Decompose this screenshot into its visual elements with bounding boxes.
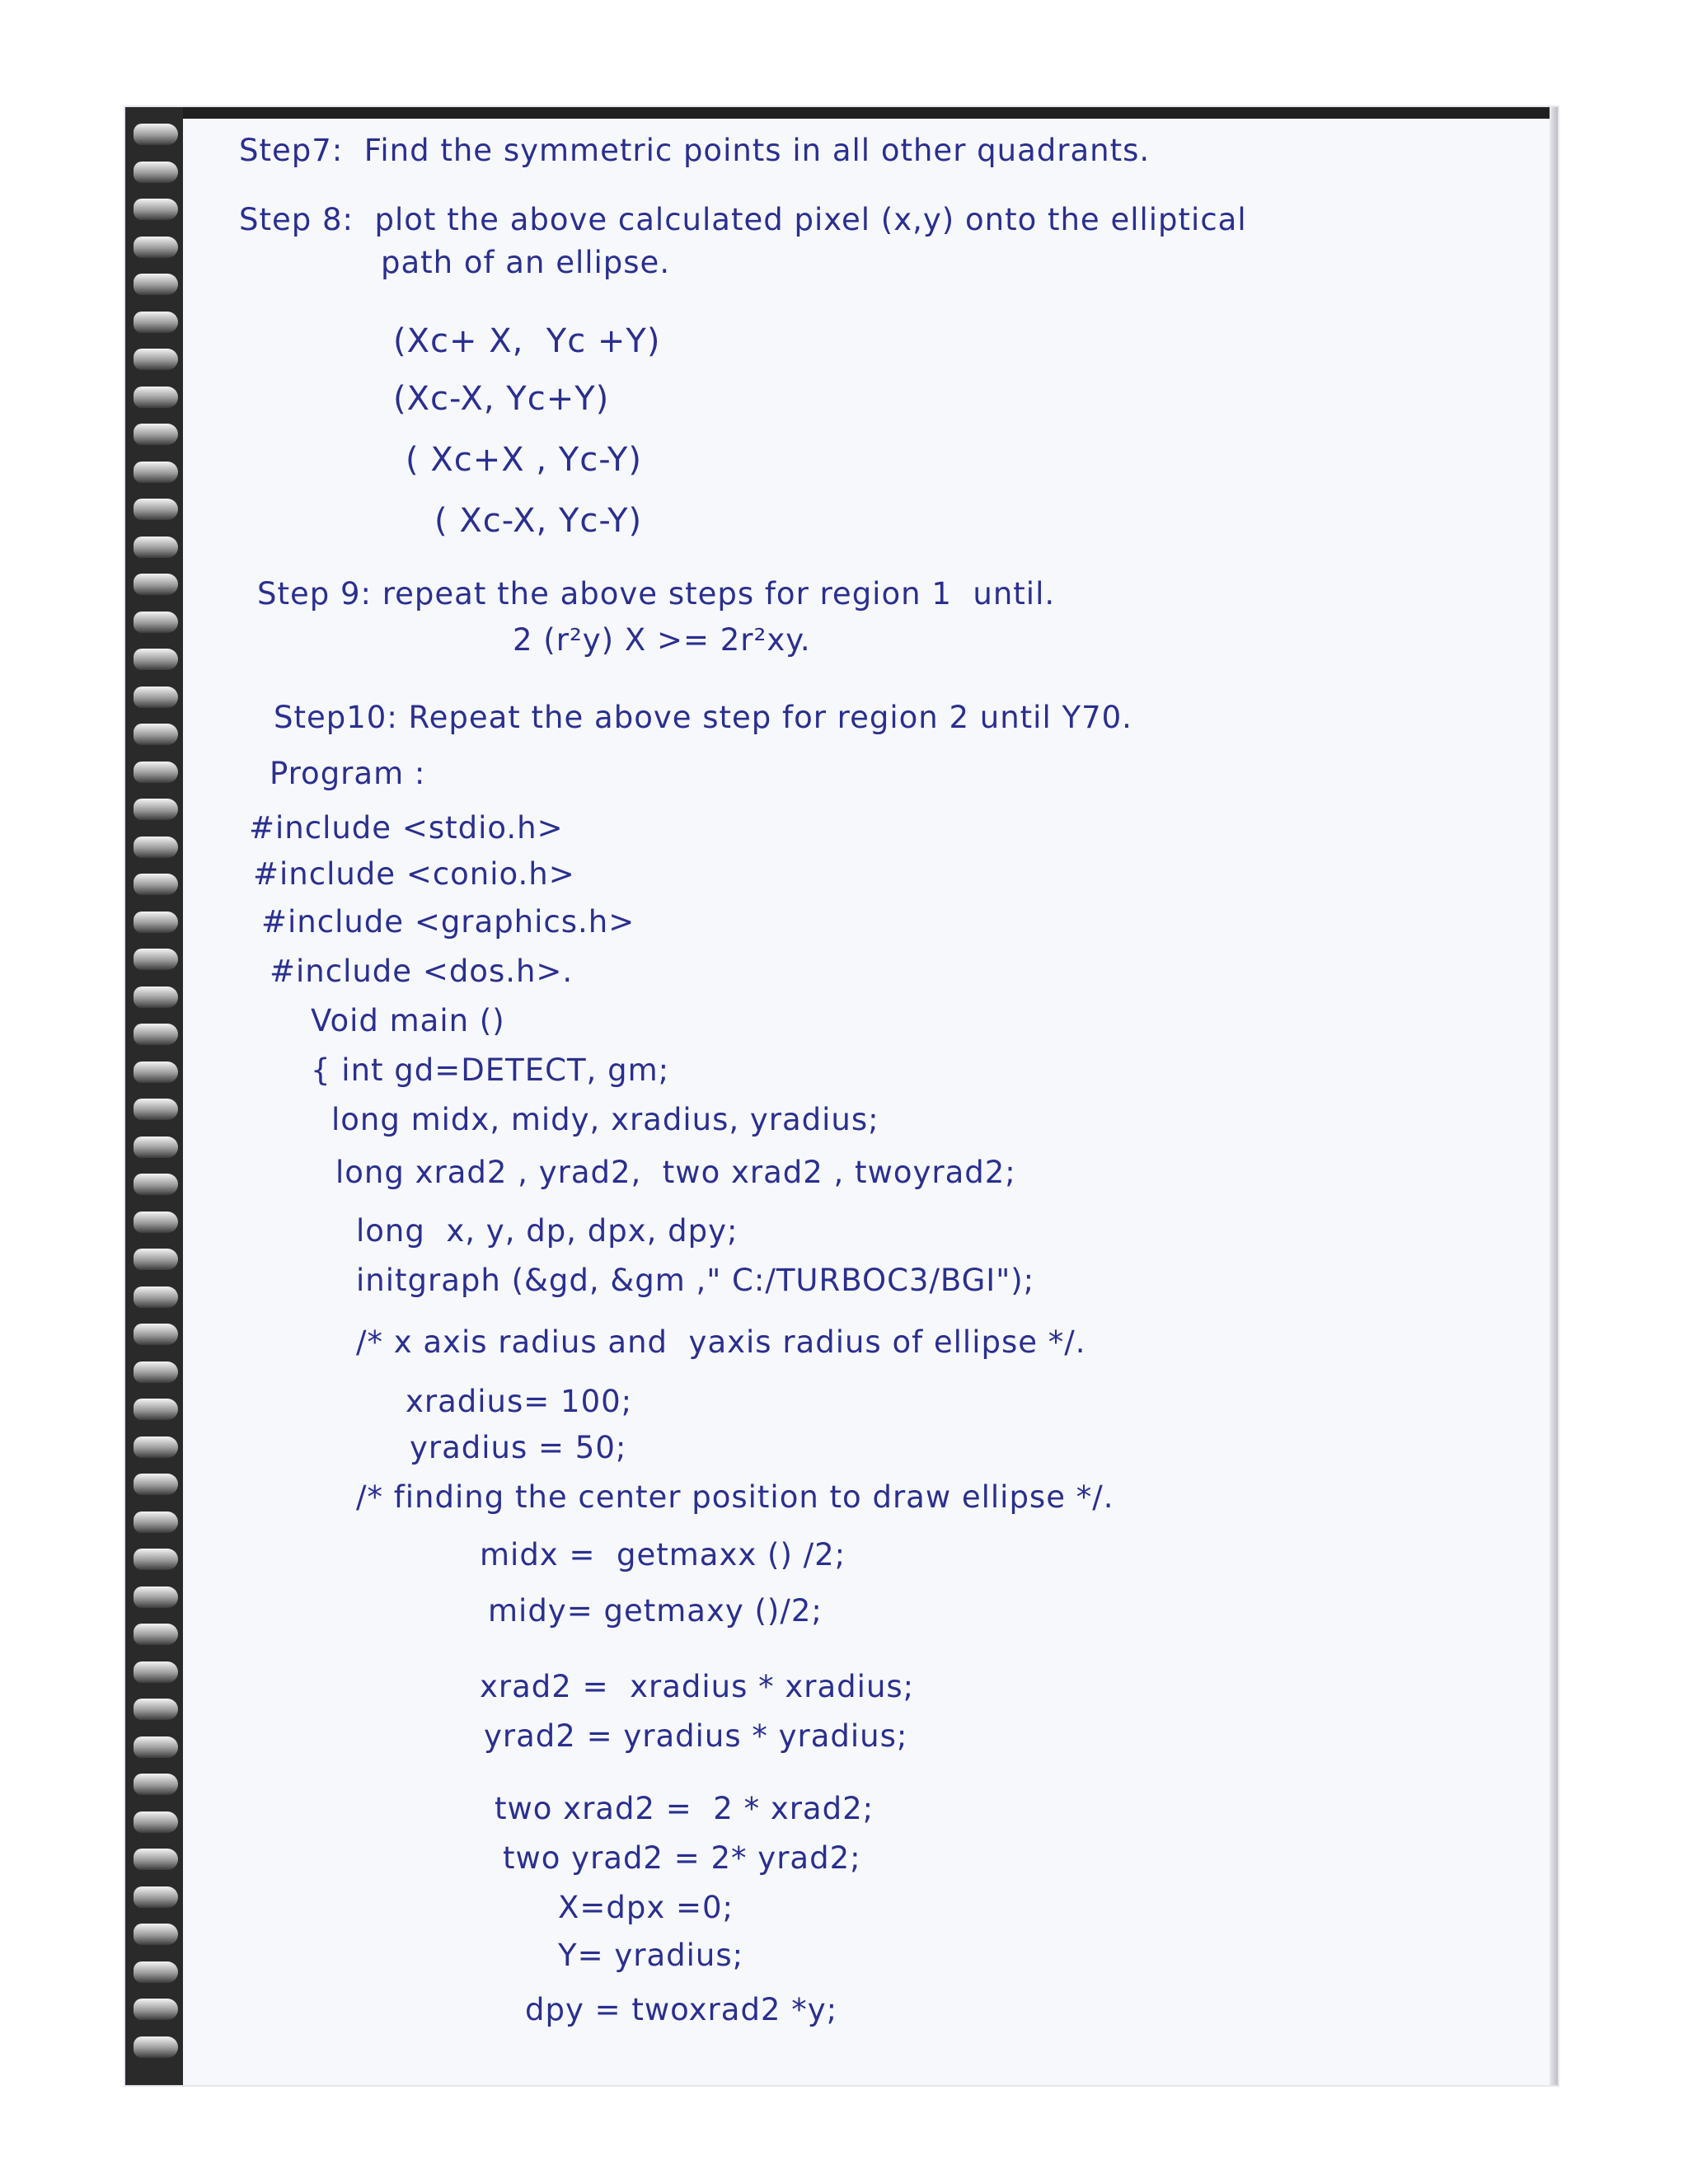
coord-line: ( Xc+X , Yc-Y) — [406, 441, 642, 479]
code-line: yrad2 = yradius * yradius; — [484, 1718, 908, 1754]
spiral-coil — [134, 799, 178, 820]
spiral-coil — [134, 199, 178, 220]
spiral-coil — [134, 987, 178, 1008]
code-line: xradius= 100; — [406, 1384, 633, 1419]
spiral-coil — [134, 1436, 178, 1458]
spiral-coil — [134, 1849, 178, 1870]
coord-line: ( Xc-X, Yc-Y) — [434, 502, 643, 540]
spiral-coil — [134, 1286, 178, 1308]
step7-text: Step7: Find the symmetric points in all other quadrants. — [239, 133, 1151, 168]
code-line: initgraph (&gd, &gm ," C:/TURBOC3/BGI"); — [356, 1263, 1035, 1298]
spiral-coil — [134, 1699, 178, 1720]
spiral-coil — [134, 1062, 178, 1083]
spiral-coil — [134, 649, 178, 670]
step8-continuation: path of an ellipse. — [381, 245, 671, 280]
spiral-coil — [134, 499, 178, 520]
step8-text: Step 8: plot the above calculated pixel (x,y) onto the elliptical — [239, 202, 1247, 237]
spiral-coil — [134, 1586, 178, 1608]
spiral-coil — [134, 1137, 178, 1158]
spiral-coil — [134, 949, 178, 970]
spiral-coil — [134, 1811, 178, 1833]
spiral-coil — [134, 1099, 178, 1120]
code-line: long xrad2 , yrad2, two xrad2 , twoyrad2; — [335, 1155, 1016, 1190]
code-line: #include <stdio.h> — [249, 810, 564, 846]
code-line: two xrad2 = 2 * xrad2; — [495, 1791, 874, 1826]
spiral-coil — [134, 1999, 178, 2020]
code-line: { int gd=DETECT, gm; — [311, 1052, 670, 1088]
spiral-coil — [134, 912, 178, 933]
page-right-edge — [1550, 107, 1558, 2085]
spiral-coil — [134, 762, 178, 783]
spiral-coil — [134, 1361, 178, 1383]
code-line: dpy = twoxrad2 *y; — [525, 1992, 838, 2027]
notebook-page — [125, 107, 1558, 2085]
code-line: #include <conio.h> — [253, 856, 575, 892]
spiral-coil — [134, 724, 178, 745]
spiral-coil — [134, 874, 178, 895]
spiral-coil — [134, 1324, 178, 1345]
spiral-coil — [134, 1736, 178, 1758]
code-line: X=dpx =0; — [558, 1890, 734, 1925]
code-line: two yrad2 = 2* yrad2; — [503, 1840, 861, 1876]
spiral-coil — [134, 1249, 178, 1270]
spiral-coil — [134, 1212, 178, 1233]
code-line: #include <dos.h>. — [270, 954, 574, 989]
spiral-coil — [134, 1924, 178, 1945]
spiral-coil — [134, 424, 178, 445]
code-line: long midx, midy, xradius, yradius; — [331, 1102, 879, 1137]
spiral-coil — [134, 2036, 178, 2058]
code-line: #include <graphics.h> — [261, 904, 635, 940]
step10-text: Step10: Repeat the above step for region 2 until Y70. — [274, 700, 1132, 735]
spiral-coil — [134, 1474, 178, 1495]
spiral-coil — [134, 1624, 178, 1645]
spiral-coil — [134, 1774, 178, 1795]
spiral-coil — [134, 162, 178, 183]
spiral-coil — [134, 1961, 178, 1983]
spiral-coil — [134, 274, 178, 295]
code-line: Y= yradius; — [558, 1938, 744, 1973]
program-heading: Program : — [270, 756, 426, 791]
code-line: long x, y, dp, dpx, dpy; — [356, 1213, 738, 1249]
code-line: xrad2 = xradius * xradius; — [480, 1669, 915, 1704]
spiral-coil — [134, 1399, 178, 1420]
spiral-coil — [134, 687, 178, 708]
spiral-coil — [134, 1549, 178, 1570]
spiral-coil — [134, 124, 178, 145]
spiral-coil — [134, 1661, 178, 1683]
step9-formula: 2 (r²y) X >= 2r²xy. — [513, 622, 811, 658]
spiral-coil — [134, 312, 178, 333]
spiral-binding — [125, 107, 183, 2085]
spiral-coil — [134, 387, 178, 408]
spiral-coil — [134, 462, 178, 483]
coord-line: (Xc-X, Yc+Y) — [393, 380, 610, 418]
spiral-coil — [134, 612, 178, 633]
spiral-coil — [134, 349, 178, 370]
code-comment: /* x axis radius and yaxis radius of ellipse */. — [356, 1324, 1086, 1360]
spiral-coil — [134, 1886, 178, 1908]
coord-line: (Xc+ X, Yc +Y) — [393, 322, 661, 360]
code-line: yradius = 50; — [410, 1430, 627, 1465]
code-line: midx = getmaxx () /2; — [480, 1537, 846, 1572]
step9-text: Step 9: repeat the above steps for region 1 until. — [257, 576, 1056, 612]
code-line: Void main () — [311, 1003, 505, 1038]
spiral-coil — [134, 1024, 178, 1045]
spiral-coil — [134, 237, 178, 258]
spiral-coil — [134, 1174, 178, 1195]
spiral-coil — [134, 537, 178, 558]
code-line: midy= getmaxy ()/2; — [488, 1593, 823, 1629]
spiral-coil — [134, 837, 178, 858]
code-comment: /* finding the center position to draw ellipse */. — [356, 1479, 1114, 1515]
spiral-coil — [134, 574, 178, 595]
spiral-coil — [134, 1511, 178, 1533]
page-top-edge — [125, 107, 1558, 119]
